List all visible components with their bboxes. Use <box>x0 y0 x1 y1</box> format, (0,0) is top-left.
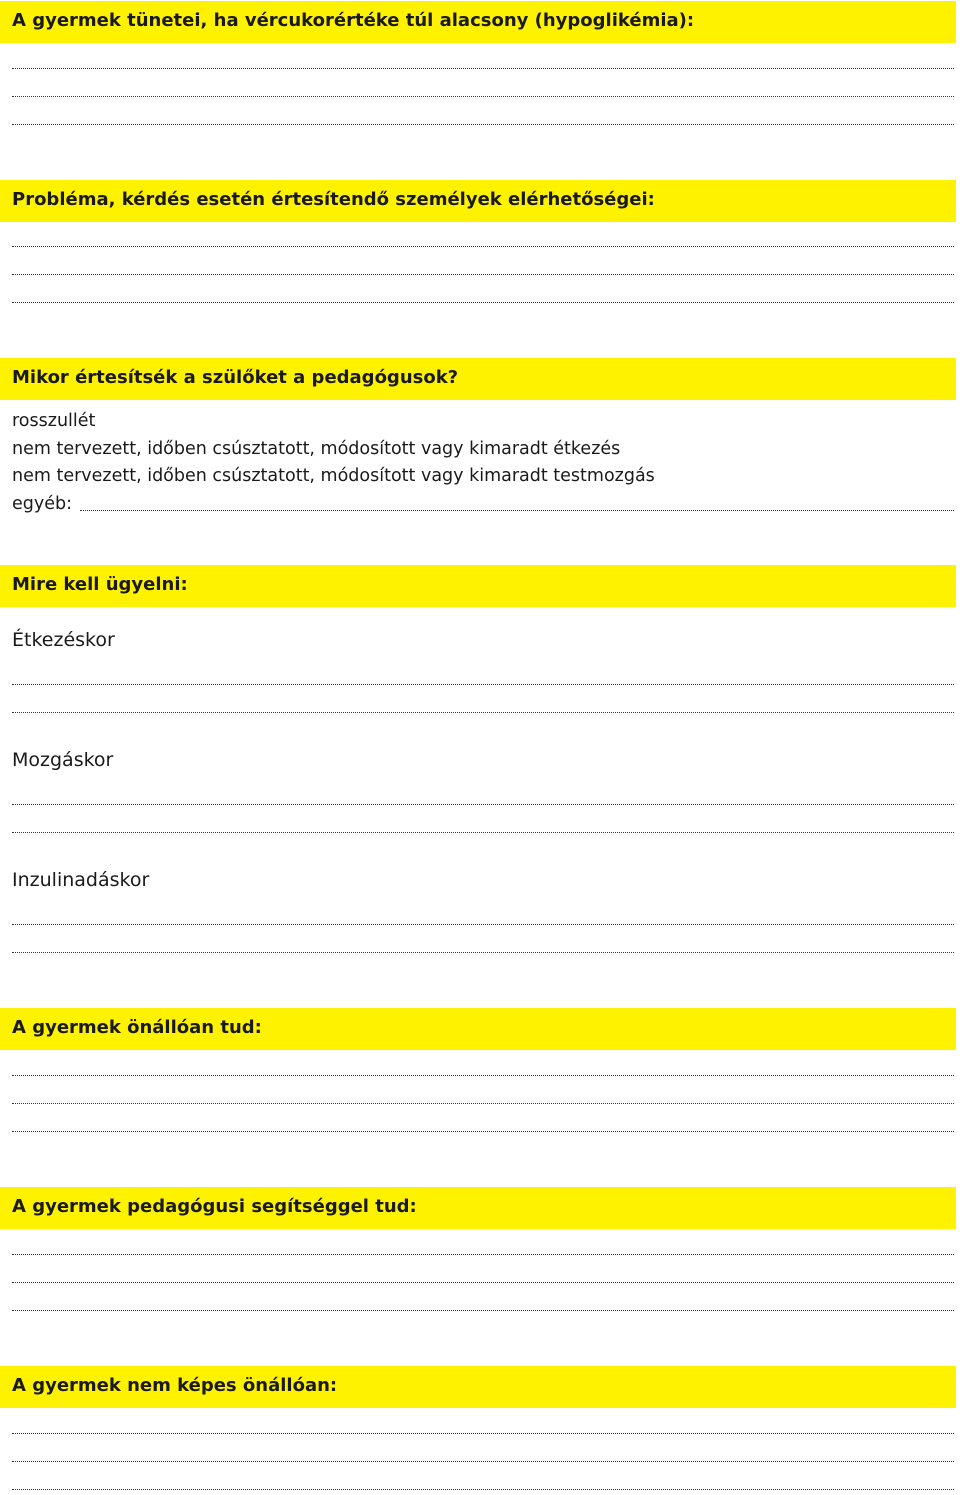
section-header-unable <box>0 1366 956 1408</box>
section-title: A gyermek nem képes önállóan: <box>12 1375 338 1396</box>
section-title: Probléma, kérdés esetén értesítendő személyek elérhetőségei: <box>12 189 655 210</box>
section-header-attention <box>0 565 956 607</box>
subsection-label-exercise: Mozgáskor <box>12 749 114 771</box>
other-answer-line[interactable] <box>80 510 954 511</box>
answer-line[interactable] <box>12 68 954 69</box>
answer-line[interactable] <box>12 274 954 275</box>
answer-line[interactable] <box>12 1489 954 1490</box>
section-header-contacts <box>0 180 956 222</box>
answer-line[interactable] <box>12 1310 954 1311</box>
option-item[interactable]: nem tervezett, időben csúsztatott, módosított vagy kimaradt testmozgás <box>12 466 655 486</box>
answer-line[interactable] <box>12 1461 954 1462</box>
section-title: Mire kell ügyelni: <box>12 574 188 595</box>
subsection-label-eating: Étkezéskor <box>12 629 115 651</box>
section-title: Mikor értesítsék a szülőket a pedagógusok? <box>12 367 459 388</box>
section-header-assisted <box>0 1187 956 1229</box>
answer-line[interactable] <box>12 952 954 953</box>
subsection-label-insulin: Inzulinadáskor <box>12 869 150 891</box>
answer-line[interactable] <box>12 684 954 685</box>
answer-line[interactable] <box>12 246 954 247</box>
answer-line[interactable] <box>12 1075 954 1076</box>
section-header-notify <box>0 358 956 400</box>
option-item[interactable]: rosszullét <box>12 411 96 431</box>
option-item[interactable]: nem tervezett, időben csúsztatott, módosított vagy kimaradt étkezés <box>12 439 621 459</box>
section-title: A gyermek pedagógusi segítséggel tud: <box>12 1196 417 1217</box>
answer-line[interactable] <box>12 1103 954 1104</box>
answer-line[interactable] <box>12 1433 954 1434</box>
answer-line[interactable] <box>12 302 954 303</box>
answer-line[interactable] <box>12 124 954 125</box>
answer-line[interactable] <box>12 804 954 805</box>
answer-line[interactable] <box>12 1131 954 1132</box>
option-item-other-label: egyéb: <box>12 494 73 514</box>
section-header-hypoglycemia <box>0 1 956 43</box>
answer-line[interactable] <box>12 96 954 97</box>
answer-line[interactable] <box>12 1254 954 1255</box>
answer-line[interactable] <box>12 832 954 833</box>
section-header-independent <box>0 1008 956 1050</box>
answer-line[interactable] <box>12 924 954 925</box>
answer-line[interactable] <box>12 1282 954 1283</box>
answer-line[interactable] <box>12 712 954 713</box>
section-title: A gyermek önállóan tud: <box>12 1017 262 1038</box>
section-title: A gyermek tünetei, ha vércukorértéke túl alacsony (hypoglikémia): <box>12 10 695 31</box>
